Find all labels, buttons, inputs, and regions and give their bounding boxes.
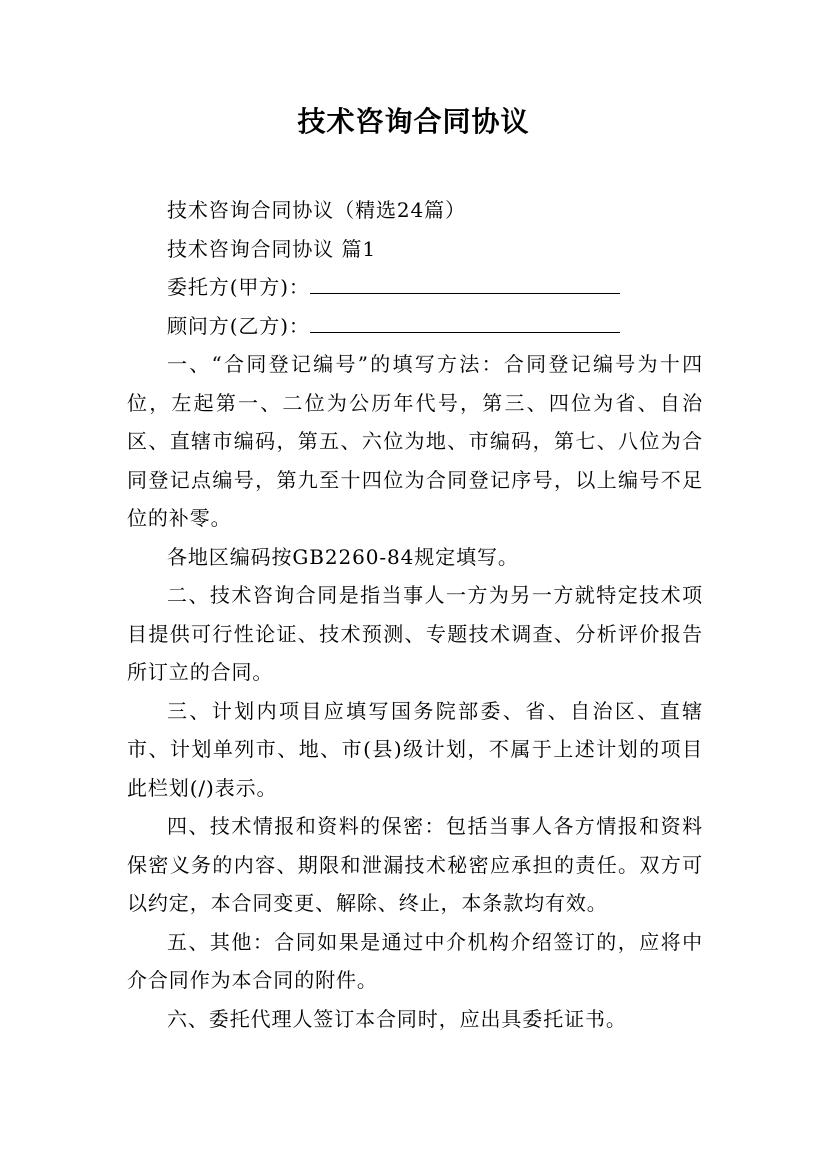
paragraph-region-code: 各地区编码按GB2260-84规定填写。 bbox=[167, 544, 519, 569]
party-b-label: 顾问方(乙方)： bbox=[167, 313, 310, 338]
document-body bbox=[127, 191, 703, 1038]
paragraph-agent: 六、委托代理人签订本合同时，应出具委托证书。 bbox=[167, 1006, 627, 1031]
paragraph-contract-number: 一、“合同登记编号”的填写方法：合同登记编号为十四位，左起第一、二位为公历年代号，第三、四位为省、自治区、直辖市编码，第五、六位为地、市编码，第七、八位为合同登记点编号，第九至十四位为合同登记序号，以上编号不足位的补零。 bbox=[127, 352, 703, 530]
chapter-heading: 技术咨询合同协议 篇1 bbox=[167, 236, 376, 261]
paragraph-confidentiality: 四、技术情报和资料的保密：包括当事人各方情报和资料保密义务的内容、期限和泄漏技术秘密应承担的责任。双方可以约定，本合同变更、解除、终止，本条款均有效。 bbox=[127, 814, 703, 915]
party-a-line bbox=[127, 268, 703, 307]
party-b-line bbox=[127, 307, 703, 346]
paragraph-other: 五、其他：合同如果是通过中介机构介绍签订的，应将中介合同作为本合同的附件。 bbox=[127, 929, 703, 992]
party-b-blank bbox=[310, 308, 620, 333]
document-subtitle: 技术咨询合同协议（精选24篇） bbox=[167, 198, 466, 222]
party-a-label: 委托方(甲方)： bbox=[167, 275, 310, 299]
paragraph-plan-projects: 三、计划内项目应填写国务院部委、省、自治区、直辖市、计划单列市、地、市(县)级计划，不属于上述计划的项目此栏划(/)表示。 bbox=[127, 698, 703, 800]
document-title: 技术咨询合同协议 bbox=[297, 105, 530, 138]
party-a-blank bbox=[310, 269, 620, 294]
paragraph-definition: 二、技术咨询合同是指当事人一方为另一方就特定技术项目提供可行性论证、技术预测、专题技术调查、分析评价报告所订立的合同。 bbox=[127, 583, 703, 684]
